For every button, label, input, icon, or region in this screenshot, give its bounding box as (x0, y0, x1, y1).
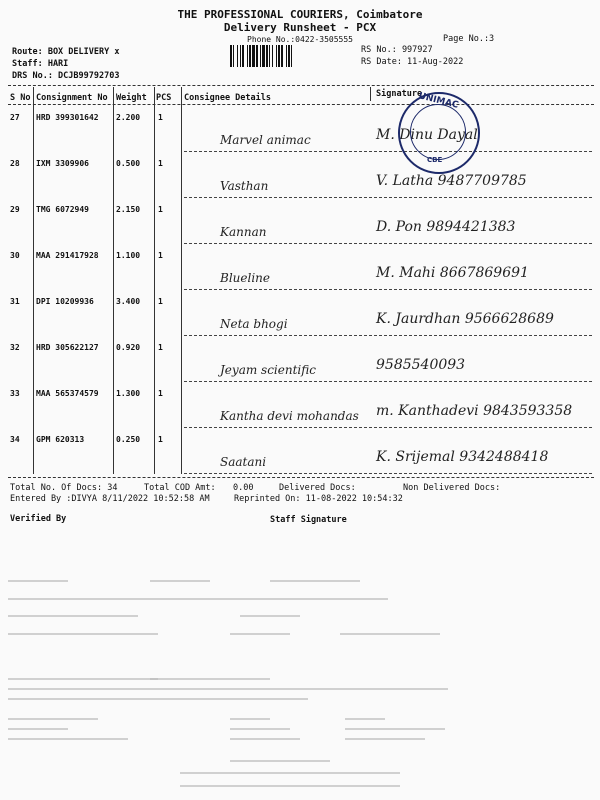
bleed-line (230, 760, 330, 762)
bleed-line (345, 718, 385, 720)
row-signature-handwritten: V. Latha 9487709785 (376, 173, 527, 189)
row-serial: 33 (10, 389, 20, 398)
row-consignee-handwritten: Saatani (220, 455, 267, 469)
row-divider (184, 381, 592, 382)
drs-number: DRS No.: DCJB99792703 (12, 71, 120, 81)
row-pcs: 1 (158, 435, 163, 444)
row-signature-handwritten: 9585540093 (376, 357, 466, 373)
row-consignment: DPI 10209936 (36, 297, 94, 306)
col-weight: Weight (116, 93, 147, 103)
row-serial: 30 (10, 251, 20, 260)
row-consignment: TMG 6072949 (36, 205, 89, 214)
row-consignee-handwritten: Marvel animac (220, 133, 311, 147)
row-weight: 3.400 (116, 297, 141, 306)
row-weight: 1.100 (116, 251, 141, 260)
bleed-line (240, 615, 300, 617)
row-consignment: MAA 565374579 (36, 389, 99, 398)
bleed-line (270, 580, 360, 582)
row-signature-handwritten: D. Pon 9894421383 (376, 219, 516, 235)
bleed-line (8, 598, 388, 600)
row-serial: 28 (10, 159, 20, 168)
row-pcs: 1 (158, 159, 163, 168)
bleed-line (150, 678, 270, 680)
row-divider (184, 427, 592, 428)
row-divider (184, 197, 592, 198)
row-signature-handwritten: m. Kanthadevi 9843593358 (376, 403, 573, 419)
row-consignee-handwritten: Kannan (220, 225, 267, 239)
col-divider (181, 87, 182, 474)
staff-label: Staff: HARI (12, 59, 69, 69)
row-consignee-handwritten: Neta bhogi (220, 317, 288, 331)
row-consignee-handwritten: Blueline (220, 271, 270, 285)
col-pcs: PCS (156, 93, 172, 103)
bleed-line (180, 772, 400, 774)
col-divider (154, 87, 155, 474)
row-consignment: MAA 291417928 (36, 251, 99, 260)
row-consignment: HRD 399301642 (36, 113, 99, 122)
staff-signature: Staff Signature (270, 515, 347, 525)
verified-by: Verified By (10, 514, 67, 524)
row-divider (184, 151, 592, 152)
row-consignment: GPM 620313 (36, 435, 85, 444)
col-signature: Signature (376, 89, 423, 99)
col-divider (33, 87, 34, 474)
col-divider (113, 87, 114, 474)
barcode-bar (292, 45, 294, 67)
bleed-line (150, 580, 210, 582)
row-divider (184, 289, 592, 290)
row-divider (184, 335, 592, 336)
company-title: THE PROFESSIONAL COURIERS, Coimbatore (177, 8, 423, 21)
footer-rule (8, 477, 594, 478)
bleed-line (8, 688, 448, 690)
company-stamp (398, 92, 480, 174)
header-bottom-rule (8, 104, 594, 105)
bleed-line (230, 633, 290, 635)
row-consignment: HRD 305622127 (36, 343, 99, 352)
header-top-rule (8, 85, 594, 86)
row-pcs: 1 (158, 389, 163, 398)
row-pcs: 1 (158, 205, 163, 214)
route-label: Route: BOX DELIVERY x (12, 47, 120, 57)
bleed-line (8, 580, 68, 582)
phone-number: Phone No.:0422-3505555 (247, 35, 353, 44)
reprinted-on: Reprinted On: 11-08-2022 10:54:32 (234, 494, 403, 504)
col-sno: S No (10, 93, 31, 103)
bleed-line (345, 738, 425, 740)
bleed-line (230, 738, 300, 740)
row-pcs: 1 (158, 297, 163, 306)
delivered-docs: Delivered Docs: (279, 483, 356, 493)
total-docs: Total No. Of Docs: 34 (10, 483, 118, 493)
row-serial: 29 (10, 205, 20, 214)
row-weight: 1.300 (116, 389, 141, 398)
row-consignee-handwritten: Jeyam scientific (220, 363, 316, 377)
entered-by: Entered By :DIVYA 8/11/2022 10:52:58 AM (10, 494, 210, 504)
total-cod-label: Total COD Amt: (144, 483, 216, 493)
bleed-line (8, 615, 138, 617)
bleed-line (8, 718, 98, 720)
bleed-line (230, 718, 270, 720)
rs-date: RS Date: 11-Aug-2022 (361, 57, 464, 67)
row-weight: 0.920 (116, 343, 141, 352)
rs-number: RS No.: 997927 (361, 45, 433, 55)
bleed-line (8, 633, 158, 635)
barcode-image (230, 45, 350, 67)
total-cod-value: 0.00 (233, 483, 254, 493)
row-weight: 2.200 (116, 113, 141, 122)
bleed-line (230, 728, 290, 730)
row-signature-handwritten: M. Dinu Dayal (376, 127, 478, 143)
bleed-line (8, 698, 308, 700)
row-serial: 31 (10, 297, 20, 306)
runsheet-title: Delivery Runsheet - PCX (223, 21, 377, 34)
stamp-top-text: UNIMAC (417, 91, 460, 111)
row-consignment: IXM 3309906 (36, 159, 89, 168)
row-serial: 27 (10, 113, 20, 122)
col-consignment: Consignment No (36, 93, 108, 103)
row-pcs: 1 (158, 251, 163, 260)
col-divider (370, 87, 371, 101)
bleed-line (8, 678, 158, 680)
stamp-bottom-text: CBE (427, 156, 443, 164)
stamp-inner-ring (410, 104, 466, 160)
row-divider (184, 243, 592, 244)
row-pcs: 1 (158, 343, 163, 352)
col-consignee: Consignee Details (184, 93, 271, 103)
row-weight: 2.150 (116, 205, 141, 214)
bleed-through-texture (0, 560, 600, 800)
row-signature-handwritten: M. Mahi 8667869691 (376, 265, 529, 281)
row-consignee-handwritten: Vasthan (220, 179, 269, 193)
page-number: Page No.:3 (443, 34, 495, 44)
bleed-line (340, 633, 440, 635)
row-signature-handwritten: K. Srijemal 9342488418 (376, 449, 549, 465)
bleed-line (180, 785, 400, 787)
row-serial: 32 (10, 343, 20, 352)
row-consignee-handwritten: Kantha devi mohandas (220, 409, 359, 423)
bleed-line (345, 728, 445, 730)
row-serial: 34 (10, 435, 20, 444)
row-divider (184, 473, 592, 474)
non-delivered-docs: Non Delivered Docs: (403, 483, 501, 493)
row-weight: 0.250 (116, 435, 141, 444)
bleed-line (8, 738, 128, 740)
row-pcs: 1 (158, 113, 163, 122)
bleed-line (8, 728, 68, 730)
row-weight: 0.500 (116, 159, 141, 168)
row-signature-handwritten: K. Jaurdhan 9566628689 (376, 311, 554, 327)
